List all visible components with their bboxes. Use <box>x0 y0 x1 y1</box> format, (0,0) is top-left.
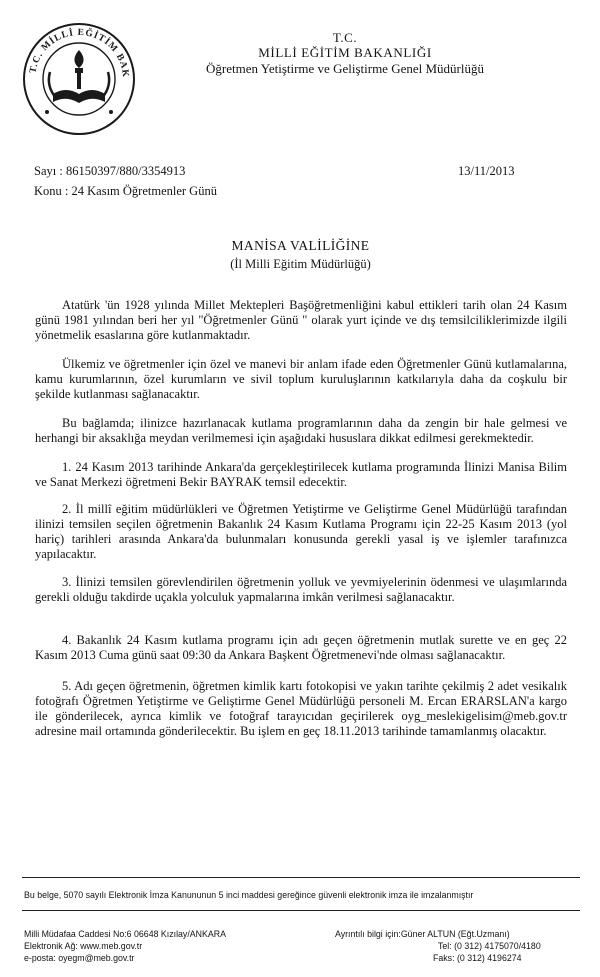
reference-number: Sayı : 86150397/880/3354913 <box>34 164 186 178</box>
footer-website: Elektronik Ağ: www.meb.gov.tr <box>24 941 143 951</box>
paragraph-intro: Atatürk 'ün 1928 yılında Millet Mektepleri Başöğretmenliğini kabul ettikleri tarih olan 24 Kasım günü 1981 yılından beri her yıl "Öğretmenler Günü " olarak yurt içinde ve dış temsilciliklerimizde ilgili yönetmelik esaslarına göre kutlanmaktadır. <box>35 298 567 342</box>
footer-phone: Tel: (0 312) 4175070/4180 <box>438 941 541 951</box>
header-ministry: MİLLİ EĞİTİM BAKANLIĞI <box>258 45 432 60</box>
footer-divider-top <box>22 877 580 878</box>
footer-fax: Faks: (0 312) 4196274 <box>433 953 522 963</box>
paragraph-significance: Ülkemiz ve öğretmenler için özel ve manevi bir anlam ifade eden Öğretmenler Günü kutlamalarına, kamu kurumlarının, özel kurumların ve sivil toplum kuruluşlarının katkılarıyla daha da coşkulu bir şekilde kutlanması sağlanacaktır. <box>35 357 567 401</box>
document-date: 13/11/2013 <box>458 164 515 178</box>
header-directorate: Öğretmen Yetiştirme ve Geliştirme Genel Müdürlüğü <box>205 61 484 76</box>
addressee-title: MANİSA VALİLİĞİNE <box>231 238 370 253</box>
footer-address: Milli Müdafaa Caddesi No:6 06648 Kızılay/ANKARA <box>24 929 226 939</box>
header-tc: T.C. <box>332 30 358 45</box>
subject-line: Konu : 24 Kasım Öğretmenler Günü <box>34 184 217 198</box>
footer-email: e-posta: oyegm@meb.gov.tr <box>24 953 135 963</box>
svg-text:T.C. MİLLİ EĞİTİM BAKANLIĞI: T.C. MİLLİ EĞİTİM BAK <box>28 27 131 79</box>
paragraph-item-2: 2. İl millî eğitim müdürlükleri ve Öğretmen Yetiştirme ve Geliştirme Genel Müdürlüğü tarafından ilinizi temsilen seçilen öğretmenin Bakanlık 24 Kasım Kutlama Programı için 22-25 Kasım 2013 (yol hariç) tarihleri arasında Ankara'da bulunmaları konusunda gerekli yasal iş ve işlemler tarafınızca yapılacaktır. <box>35 502 567 561</box>
paragraph-item-3: 3. İlinizi temsilen görevlendirilen öğretmenin yolluk ve yevmiyelerinin ödenmesi ve ulaşımlarında gerekli olduğu takdirde uçakla yolculuk yapmalarına imkân verilmesi sağlanacaktır. <box>35 575 567 604</box>
esignature-note: Bu belge, 5070 sayılı Elektronik İmza Kanununun 5 inci maddesi gereğince güvenli elektronik imza ile imzalanmıştır <box>24 890 474 900</box>
footer-contact: Ayrıntılı bilgi için:Güner ALTUN (Eğt.Uzmanı) <box>335 929 510 939</box>
footer-divider-bottom <box>22 910 580 911</box>
footer-address-block <box>24 928 226 964</box>
paragraph-context: Bu bağlamda; ilinizce hazırlanacak kutlama programlarının daha da zengin bir hale gelmesi ve herhangi bir aksaklığa meydan verilmemesi için aşağıdaki hususlara dikkat edilmesi gerekmektedir. <box>35 416 567 445</box>
paragraph-item-5: 5. Adı geçen öğretmenin, öğretmen kimlik kartı fotokopisi ve yakın tarihte çekilmiş 2 adet vesikalık fotoğrafı Öğretmen Yetiştirme ve Geliştirme Genel Müdürlüğü personeli M. Ercan ERARSLAN'a kargo ile gönderilecek, ayrıca kimlik ve fotoğraf tarayıcıdan geçirilerek oyg_meslekigelisim@meb.gov.tr adresine mail ortamında gönderilecektir. Bu işlem en geç 18.11.2013 tarihinde tamamlanmış olacaktır. <box>35 679 567 738</box>
paragraph-item-4: 4. Bakanlık 24 Kasım kutlama programı için adı geçen öğretmenin mutlak surette ve en geç 22 Kasım 2013 Cuma günü saat 09:30 da Ankara Başkent Öğretmenevi'nde olması sağlanacaktır. <box>35 633 567 662</box>
paragraph-item-1: 1. 24 Kasım 2013 tarihinde Ankara'da gerçekleştirilecek kutlama programında İlinizi Manisa Bilim ve Sanat Merkezi öğretmeni Bekir BAYRAK temsil edecektir. <box>35 460 567 489</box>
ministry-seal-icon <box>20 20 138 138</box>
addressee-subtitle: (İl Milli Eğitim Müdürlüğü) <box>230 257 371 271</box>
